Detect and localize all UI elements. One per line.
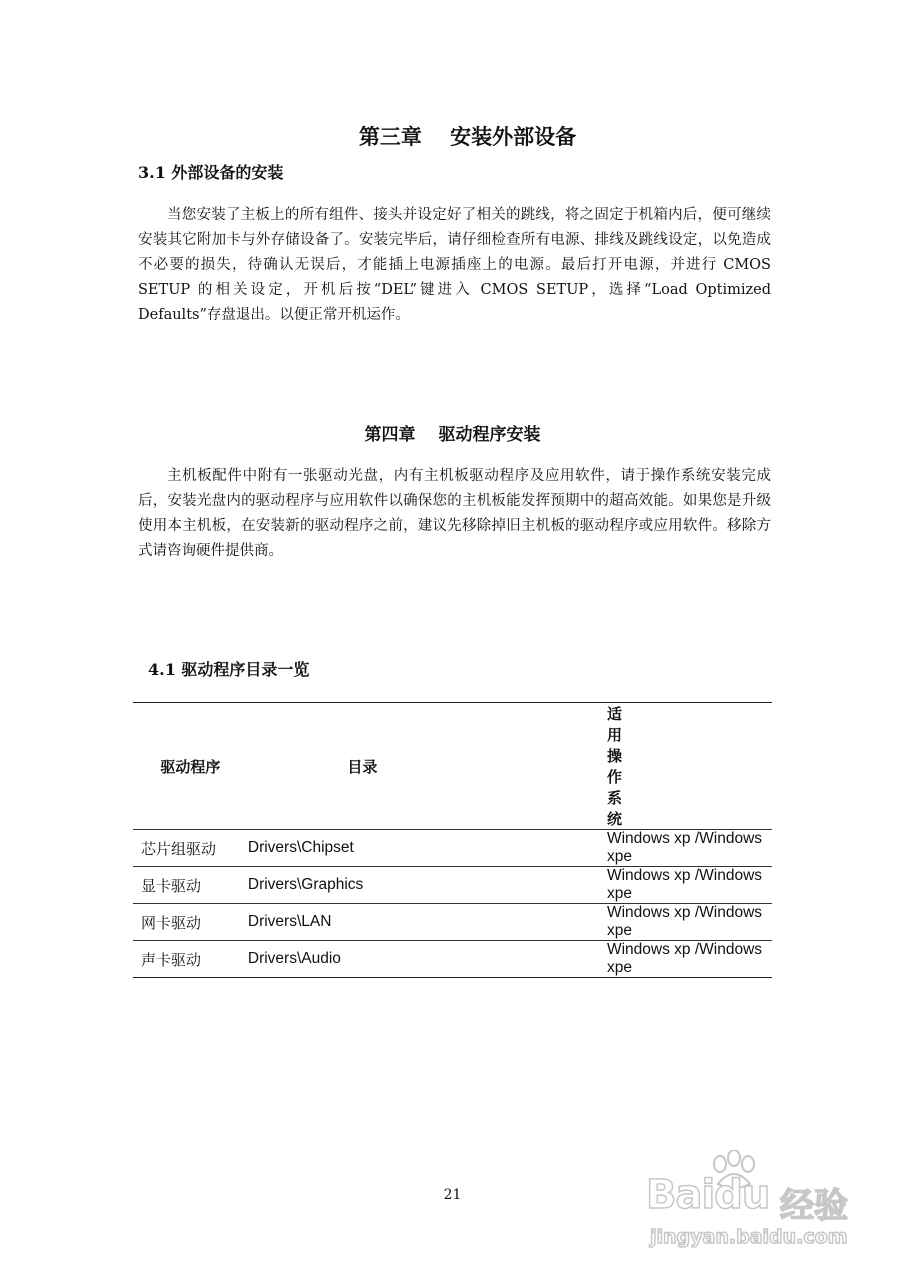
table-row xyxy=(133,867,772,904)
watermark-url: jingyan.baidu.com xyxy=(650,1226,848,1248)
table-header-row xyxy=(133,703,772,830)
section-4-1-title: 4.1 驱动程序目录一览 xyxy=(148,660,310,679)
page-number: 21 xyxy=(443,1187,462,1203)
cell-directory: Drivers\Audio xyxy=(248,941,607,978)
cell-os: Windows xp /Windows xpe xyxy=(607,941,772,978)
cell-os: Windows xp /Windows xpe xyxy=(607,830,772,867)
header-os: 适用操作系统 xyxy=(607,703,772,830)
table-row xyxy=(133,904,772,941)
header-driver: 驱动程序 xyxy=(133,703,248,830)
watermark-brand: Baidu xyxy=(646,1172,770,1218)
cell-os: Windows xp /Windows xpe xyxy=(607,867,772,904)
chapter-4-paragraph: 主机板配件中附有一张驱动光盘，内有主机板驱动程序及应用软件，请于操作系统安装完成后，安装光盘内的驱动程序与应用软件以确保您的主机板能发挥预期中的超高效能。如果您是升级使用本主机板，在安装新的驱动程序之前，建议先移除掉旧主机板的驱动程序或应用软件。移除方式请咨询硬件提供商。 xyxy=(138,468,771,559)
chapter-3-paragraph: 当您安装了主板上的所有组件、接头并设定好了相关的跳线，将之固定于机箱内后，便可继续安装其它附加卡与外存储设备了。安装完毕后，请仔细检查所有电源、排线及跳线设定，以免造成不必要的损失，待确认无误后，才能插上电源插座上的电源。最后打开电源，并进行 CMOS SETUP 的相关设定，开机后按“DEL”键进入 CMOS SETUP，选择“Load Optimized Defaults”存盘退出。以便正常开机运作。 xyxy=(138,207,771,323)
cell-driver-name: 声卡驱动 xyxy=(133,941,248,978)
header-directory: 目录 xyxy=(248,703,607,830)
cell-driver-name: 显卡驱动 xyxy=(133,867,248,904)
table-row xyxy=(133,830,772,867)
cell-directory: Drivers\LAN xyxy=(248,904,607,941)
driver-directory-table xyxy=(133,702,772,978)
baidu-jingyan-watermark xyxy=(640,1150,870,1260)
cell-driver-name: 芯片组驱动 xyxy=(133,830,248,867)
table-row xyxy=(133,941,772,978)
chapter-4-title: 第四章 驱动程序安装 xyxy=(364,425,541,445)
cell-directory: Drivers\Chipset xyxy=(248,830,607,867)
section-3-1-title: 3.1 外部设备的安装 xyxy=(138,163,284,182)
cell-directory: Drivers\Graphics xyxy=(248,867,607,904)
chapter-3-title: 第三章 安装外部设备 xyxy=(358,124,577,149)
cell-os: Windows xp /Windows xpe xyxy=(607,904,772,941)
cell-driver-name: 网卡驱动 xyxy=(133,904,248,941)
watermark-brand-cn: 经验 xyxy=(780,1186,848,1226)
